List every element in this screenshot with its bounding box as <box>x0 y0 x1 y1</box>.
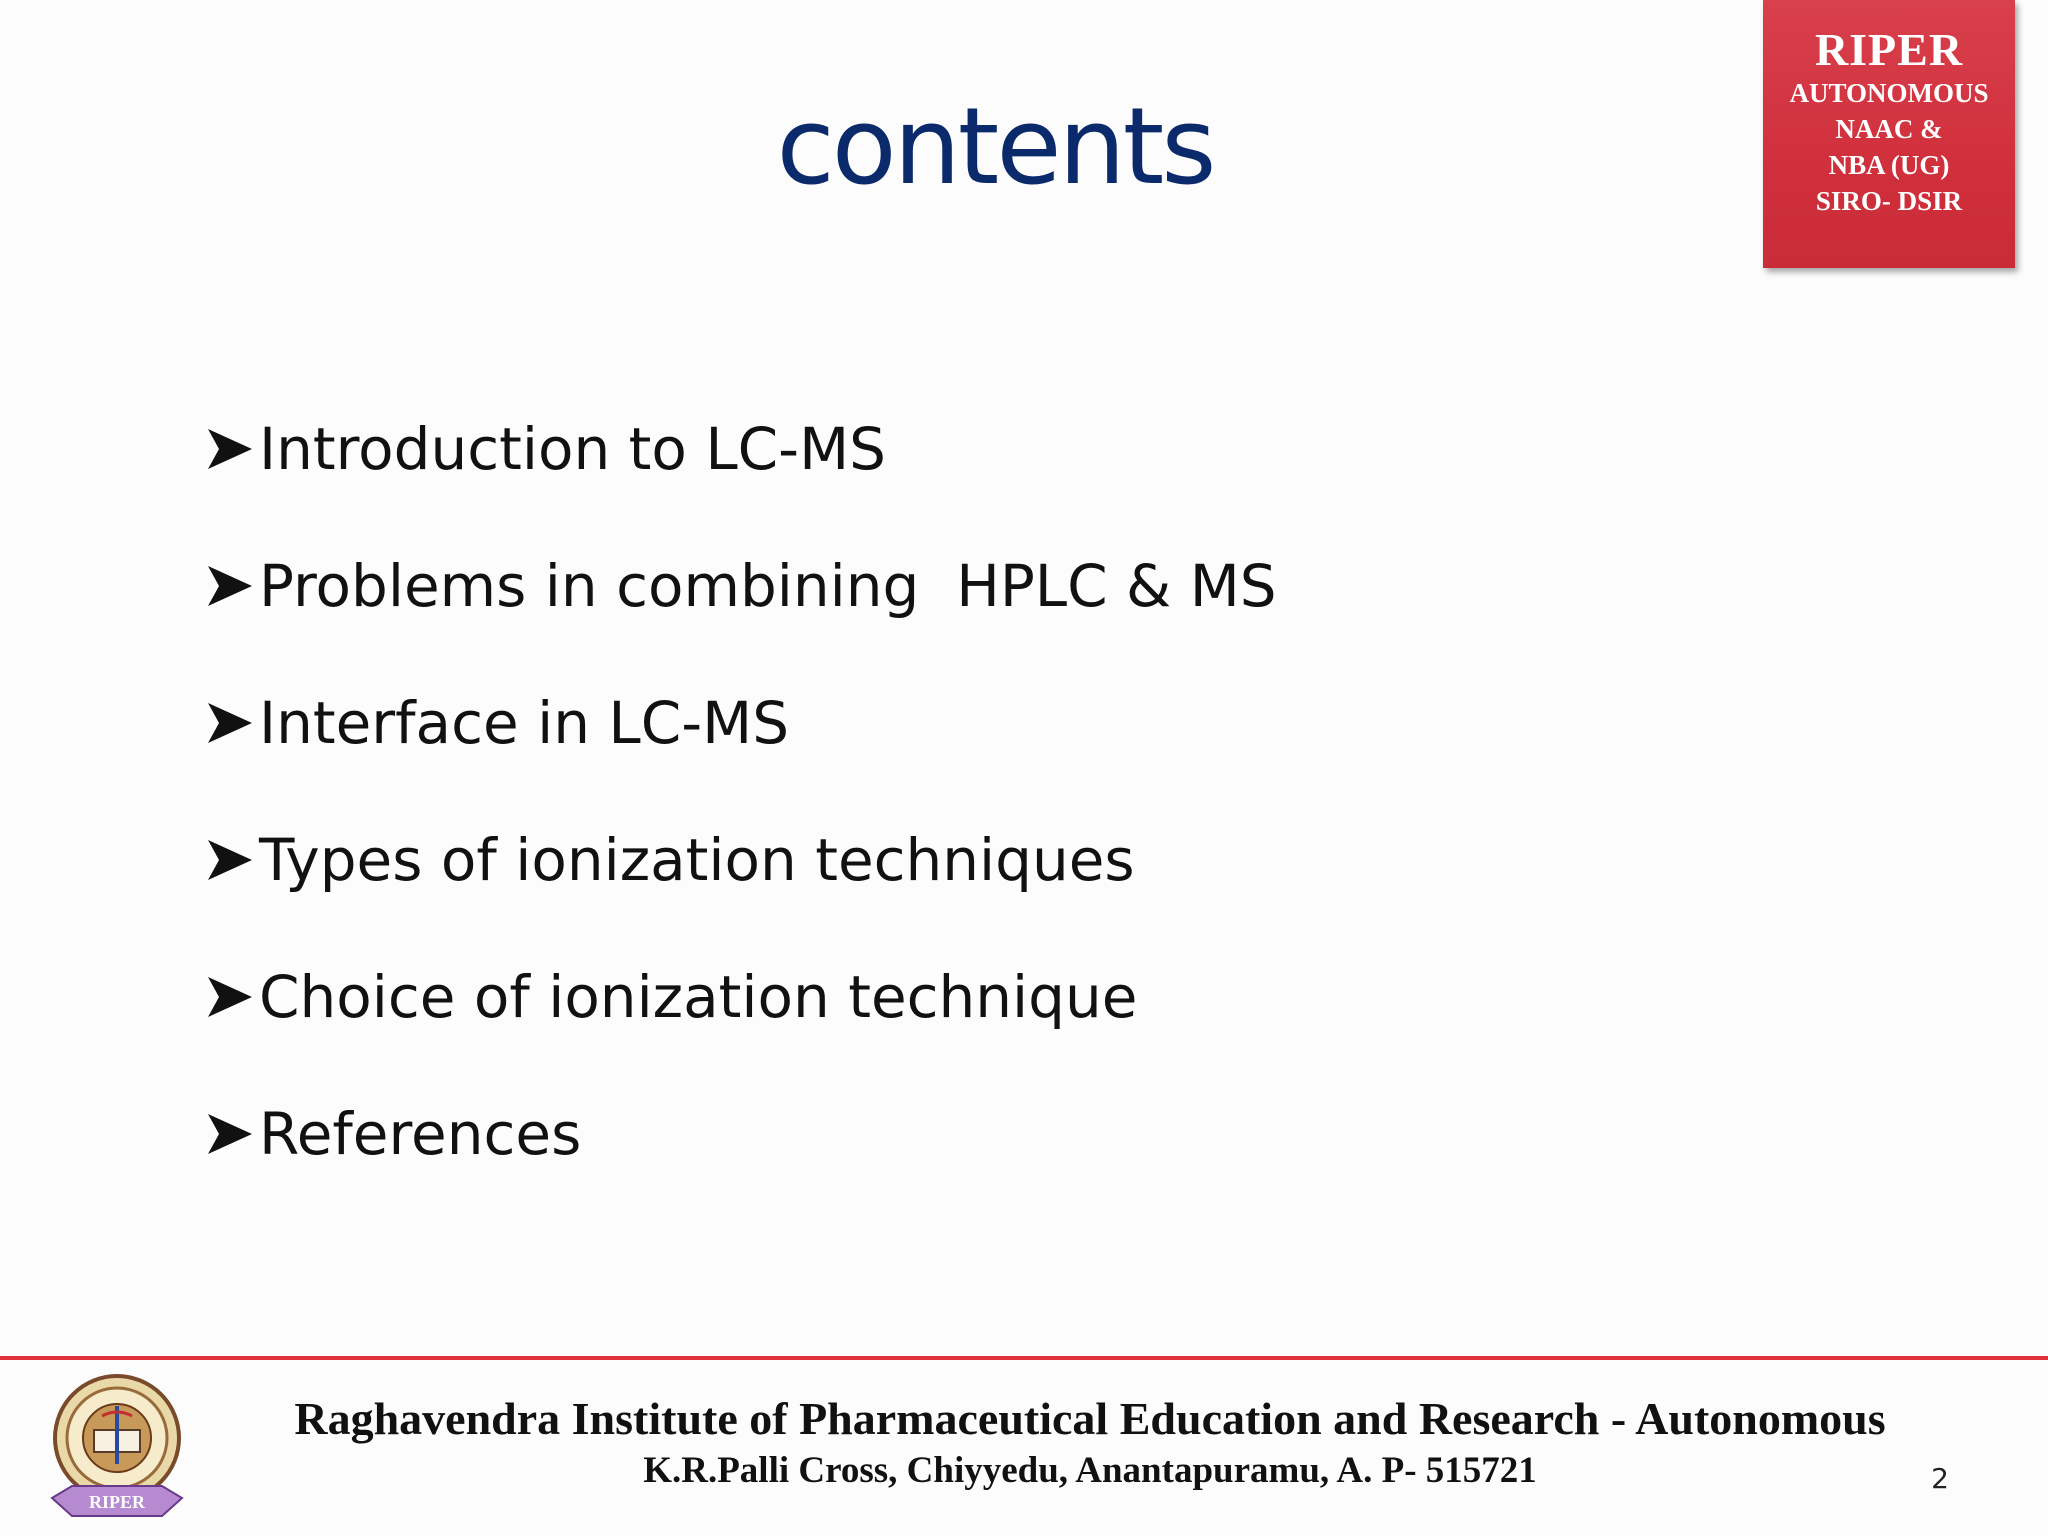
institute-address: K.R.Palli Cross, Chiyyedu, Anantapuramu, A. P- 515721 <box>643 1450 1537 1491</box>
list-item-label: Interface in LC-MS <box>259 688 790 757</box>
arrowhead-bullet-icon <box>205 556 255 616</box>
list-item-label: Introduction to LC-MS <box>259 414 886 483</box>
list-item <box>205 380 1277 517</box>
arrowhead-bullet-icon <box>205 1104 255 1164</box>
list-item-label: Problems in combining HPLC & MS <box>259 551 1277 620</box>
badge-title: RIPER <box>1814 24 1964 75</box>
contents-list <box>205 380 1277 1202</box>
list-item-label: Types of ionization techniques <box>259 825 1135 894</box>
list-item-label: Choice of ionization technique <box>259 962 1138 1031</box>
institute-name: Raghavendra Institute of Pharmaceutical Education and Research - Autonomous <box>294 1393 1886 1444</box>
list-item <box>205 928 1277 1065</box>
footer-divider <box>0 1356 2048 1360</box>
list-item <box>205 654 1277 791</box>
list-item <box>205 1065 1277 1202</box>
list-item <box>205 791 1277 928</box>
badge-line: NAAC & <box>1835 114 1943 144</box>
page-number: 2 <box>1931 1462 1949 1495</box>
list-item <box>205 517 1277 654</box>
arrowhead-bullet-icon <box>205 693 255 753</box>
badge-line: SIRO- DSIR <box>1815 186 1963 216</box>
logo-banner-text: RIPER <box>88 1492 146 1512</box>
arrowhead-bullet-icon <box>205 830 255 890</box>
list-item-label: References <box>259 1099 582 1168</box>
arrowhead-bullet-icon <box>205 419 255 479</box>
arrowhead-bullet-icon <box>205 967 255 1027</box>
accreditation-badge <box>1763 0 2015 268</box>
slide-title: contents <box>776 85 1214 208</box>
badge-line: AUTONOMOUS <box>1789 78 1989 108</box>
badge-line: NBA (UG) <box>1828 150 1950 180</box>
